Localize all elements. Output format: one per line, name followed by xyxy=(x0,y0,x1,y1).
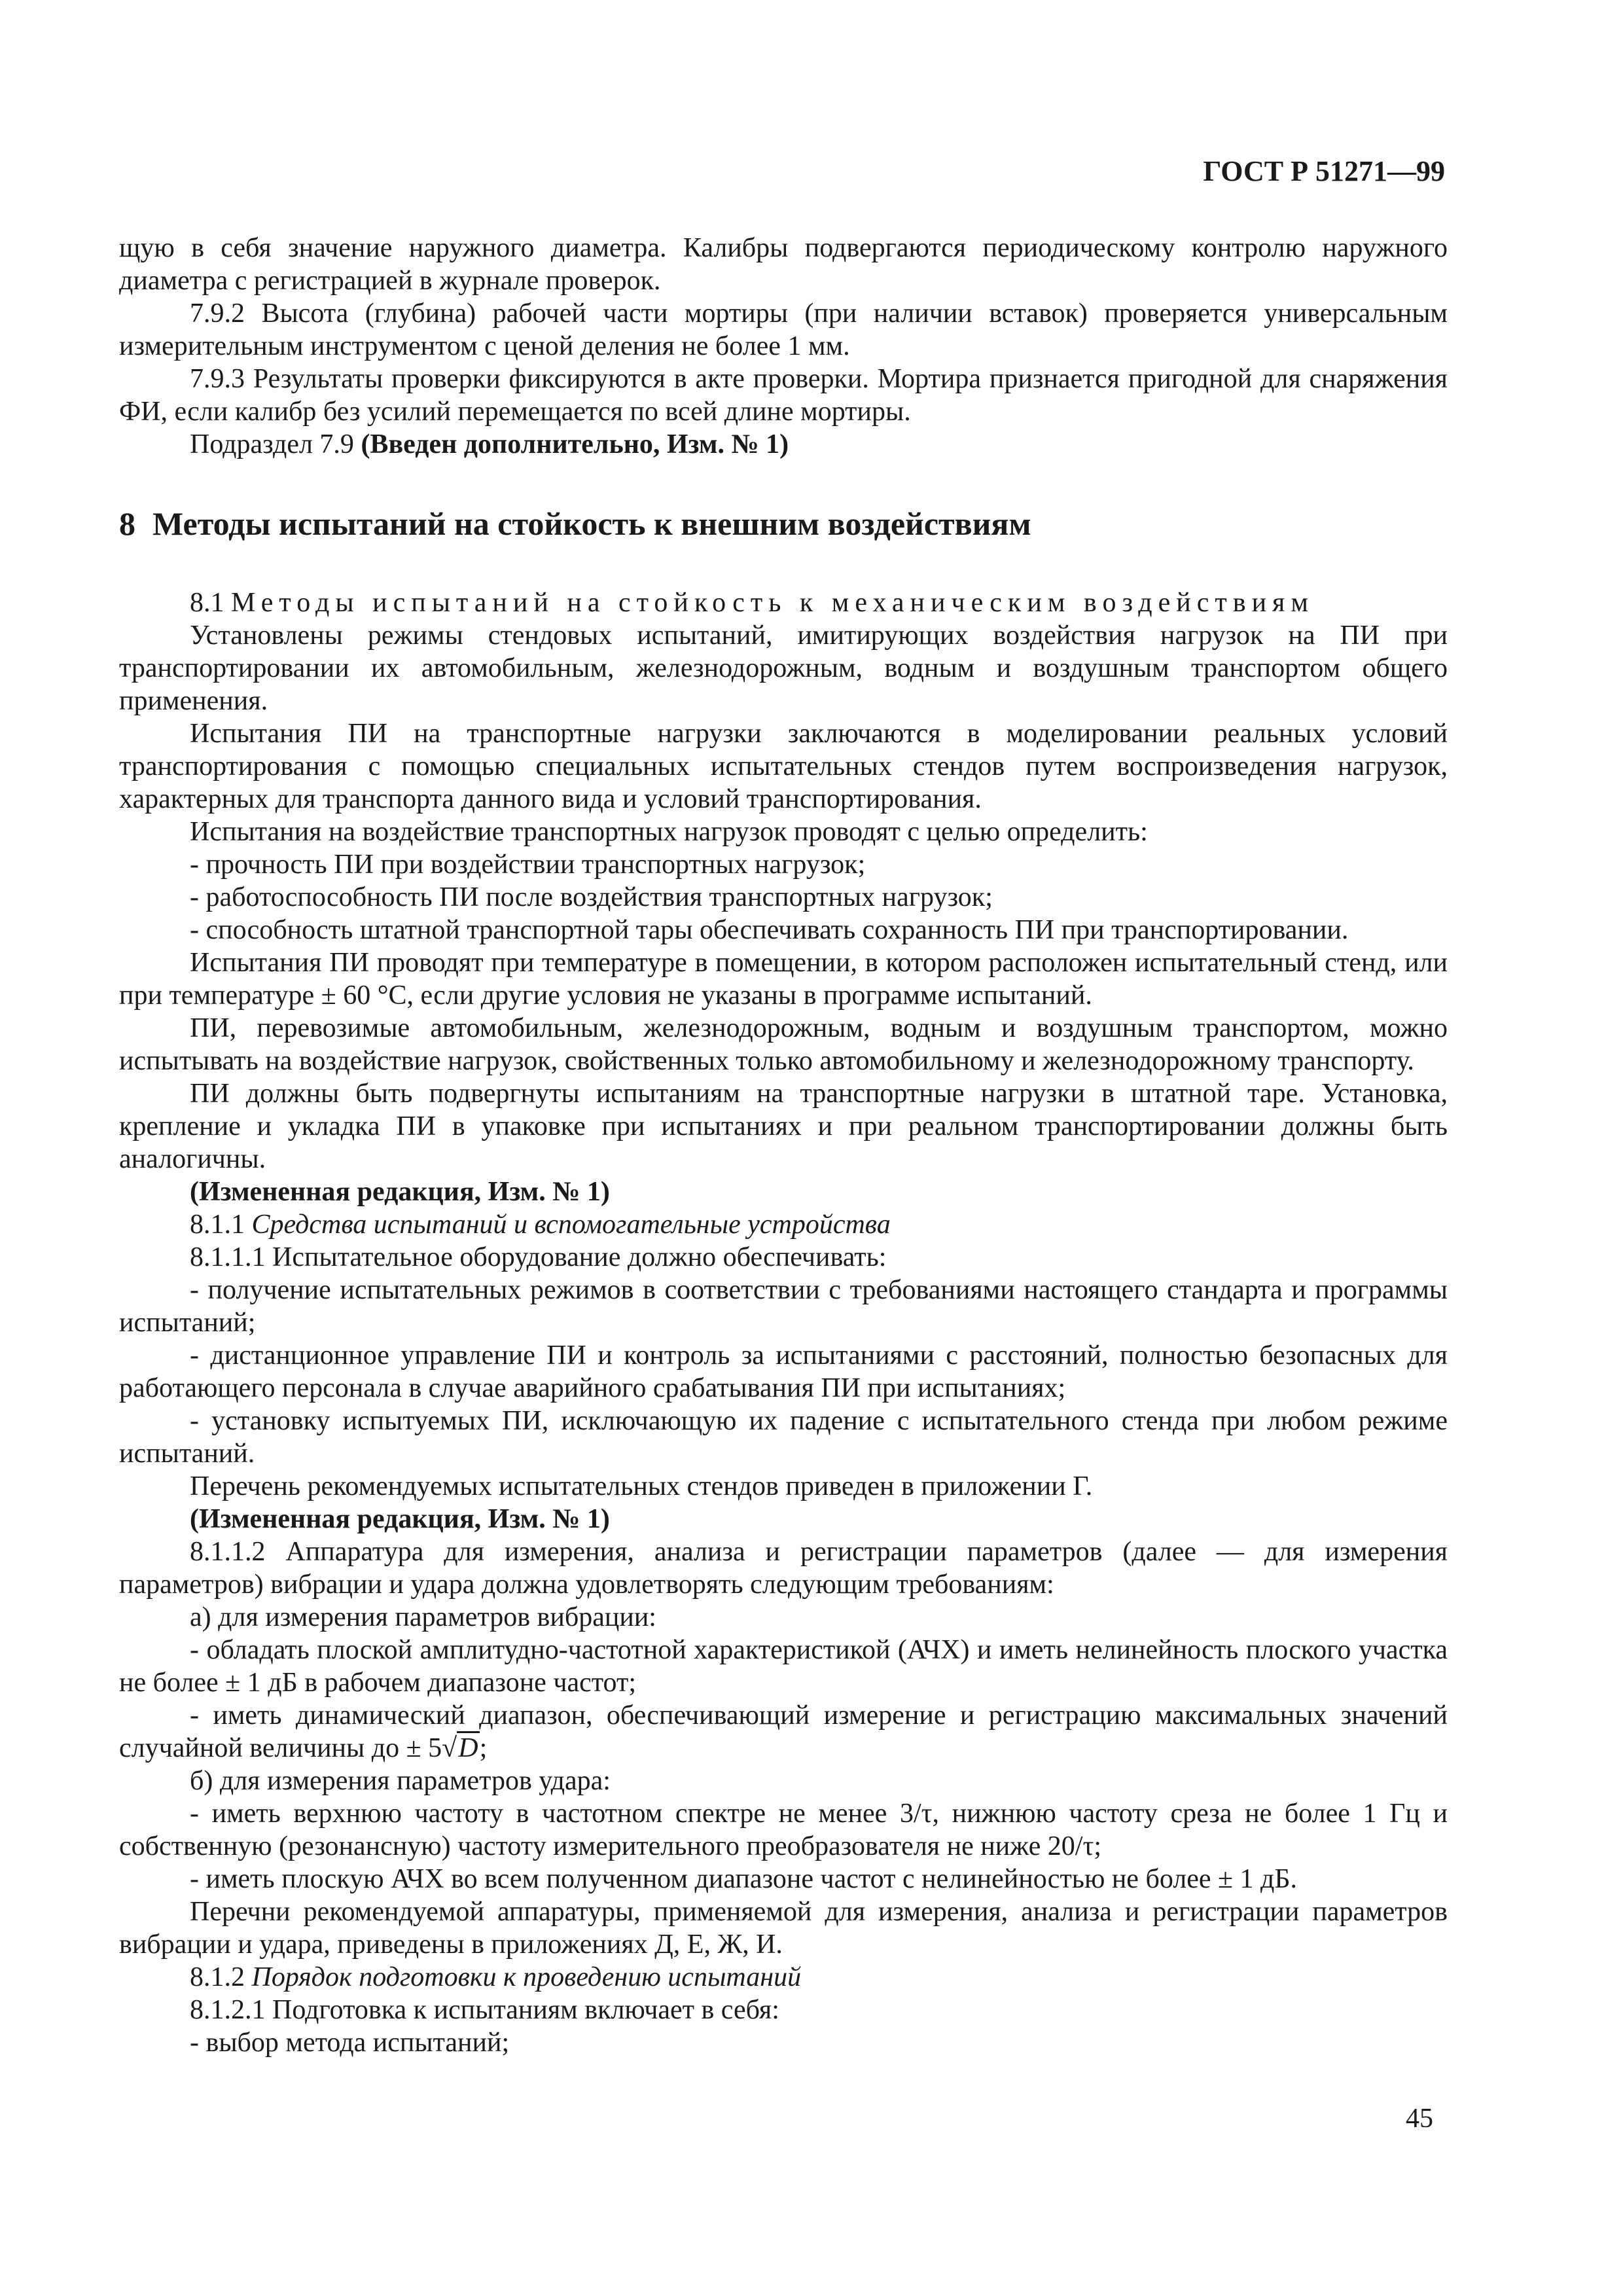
paragraph-8-1-1-1: 8.1.1.1 Испытательное оборудование должно обеспечивать: xyxy=(190,1242,887,1272)
subsection-note-amendment: (Введен дополнительно, Изм. № 1) xyxy=(361,429,789,459)
subsection-8-1-1-number: 8.1.1 xyxy=(190,1210,252,1240)
paragraph-temperature: Испытания ПИ проводят при температуре в помещении, в котором расположен испытательный стенд, или при температуре ± 60 °С, если другие условия не указаны в программе испытаний. xyxy=(119,948,1448,1011)
subsection-8-1-number: 8.1 xyxy=(190,588,231,618)
list-item: - способность штатной транспортной тары обеспечивать сохранность ПИ при транспортировании. xyxy=(190,915,1349,945)
paragraph-continuation: щую в себя значение наружного диаметра. Калибры подвергаются периодическому контролю наружного диаметра с регистрацией в журнале проверок. xyxy=(119,233,1448,296)
paragraph-8-1-2-1: 8.1.2.1 Подготовка к испытаниям включает в себя: xyxy=(190,1995,779,2025)
paragraph-equipment-appendices: Перечни рекомендуемой аппаратуры, применяемой для измерения, анализа и регистрации параметров вибрации и удара, приведены в приложениях Д, Е, Ж, И. xyxy=(119,1897,1448,1960)
paragraph-transport-types: ПИ, перевозимые автомобильным, железнодорожным, водным и воздушным транспортом, можно испытывать на воздействие нагрузок, свойственных только автомобильному и железнодорожному транспорту. xyxy=(119,1013,1448,1076)
list-item: - получение испытательных режимов в соответствии с требованиями настоящего стандарта и программы испытаний; xyxy=(119,1275,1448,1338)
amendment-note: (Измененная редакция, Изм. № 1) xyxy=(190,1504,610,1534)
paragraph-7-9-3: 7.9.3 Результаты проверки фиксируются в акте проверки. Мортира признается пригодной для снаряжения ФИ, если калибр без усилий перемещается по всей длине мортиры. xyxy=(119,364,1448,427)
list-item: - иметь плоскую АЧХ во всем полученном диапазоне частот с нелинейностью не более ± 1 дБ. xyxy=(190,1864,1298,1894)
subsection-8-1-2-number: 8.1.2 xyxy=(190,1962,252,1992)
subsection-8-1-1-title: Средства испытаний и вспомогательные устройства xyxy=(251,1210,891,1240)
paragraph-packaging: ПИ должны быть подвергнуты испытаниям на транспортные нагрузки в штатной таре. Установка, крепление и укладка ПИ в упаковке при испытаниях и при реальном транспортировании должны быть аналогичны. xyxy=(119,1079,1448,1174)
subsection-8-1-title: Методы испытаний на стойкость к механическим воздействиям xyxy=(231,588,1314,618)
section-8-heading xyxy=(119,504,1448,543)
list-item-a: а) для измерения параметров вибрации: xyxy=(190,1602,656,1632)
list-item-sqrt xyxy=(119,1699,1448,1765)
section-8-number: 8 xyxy=(119,505,135,542)
amendment-note: (Измененная редакция, Изм. № 1) xyxy=(190,1177,610,1207)
subsection-8-1-2-heading xyxy=(119,1961,1448,1994)
list-item-b: б) для измерения параметров удара: xyxy=(190,1766,611,1796)
paragraph-subsection-note xyxy=(119,428,1448,461)
list-item: - иметь верхнюю частоту в частотном спектре не менее 3/τ, нижнюю частоту среза не более 1 Гц и собственную (резонансную) частоту измерительного преобразователя не ниже 20/τ; xyxy=(119,1799,1448,1861)
paragraph-7-9-2: 7.9.2 Высота (глубина) рабочей части мортиры (при наличии вставок) проверяется универсальным измерительным инструментом с ценой деления не более 1 мм. xyxy=(119,298,1448,361)
list-item-sqrt-text: - иметь динамический диапазон, обеспечивающий измерение и регистрацию максимальных значений случайной величины до ± 5 xyxy=(119,1700,1448,1763)
paragraph-modes: Установлены режимы стендовых испытаний, имитирующих воздействия нагрузок на ПИ при транспортировании их автомобильным, железнодорожным, водным и воздушным транспортом общего применения. xyxy=(119,620,1448,716)
list-item: - работоспособность ПИ после воздействия транспортных нагрузок; xyxy=(190,882,993,912)
list-item: - дистанционное управление ПИ и контроль за испытаниями с расстояний, полностью безопасных для работающего персонала в случае аварийного срабатывания ПИ при испытаниях; xyxy=(119,1340,1448,1403)
document-body xyxy=(119,232,1448,2059)
subsection-8-1-1-heading xyxy=(119,1208,1448,1241)
list-item: - обладать плоской амплитудно-частотной характеристикой (АЧХ) и иметь нелинейность плоского участка не более ± 1 дБ в рабочем диапазоне частот; xyxy=(119,1635,1448,1698)
subsection-8-1-heading xyxy=(119,586,1448,619)
list-item: - установку испытуемых ПИ, исключающую их падение с испытательного стенда при любом режиме испытаний. xyxy=(119,1406,1448,1469)
list-item: - прочность ПИ при воздействии транспортных нагрузок; xyxy=(190,850,866,880)
list-item-sqrt-end: ; xyxy=(479,1733,488,1763)
paragraph-transport-loads: Испытания ПИ на транспортные нагрузки заключаются в моделировании реальных условий транспортирования с помощью специальных испытательных стендов путем воспроизведения нагрузок, характерных для транспорта данного вида и условий транспортирования. xyxy=(119,719,1448,814)
list-item: - выбор метода испытаний; xyxy=(190,2028,510,2058)
paragraph-purpose: Испытания на воздействие транспортных нагрузок проводят с целью определить: xyxy=(190,817,1148,847)
section-8-title: Методы испытаний на стойкость к внешним воздействиям xyxy=(152,505,1031,542)
sqrt-radicand: D xyxy=(457,1731,479,1763)
subsection-note-prefix: Подраздел 7.9 xyxy=(190,429,361,459)
paragraph-8-1-1-2: 8.1.1.2 Аппаратура для измерения, анализа и регистрации параметров (далее — для измерения параметров) вибрации и удара должна удовлетворять следующим требованиям: xyxy=(119,1537,1448,1600)
page-number: 45 xyxy=(1406,2104,1433,2134)
sqrt-formula: √D xyxy=(442,1731,479,1763)
subsection-8-1-2-title: Порядок подготовки к проведению испытаний xyxy=(251,1962,802,1992)
standard-code-header: ГОСТ Р 51271—99 xyxy=(1203,155,1445,187)
paragraph-stands-list: Перечень рекомендуемых испытательных стендов приведен в приложении Г. xyxy=(190,1471,1093,1501)
